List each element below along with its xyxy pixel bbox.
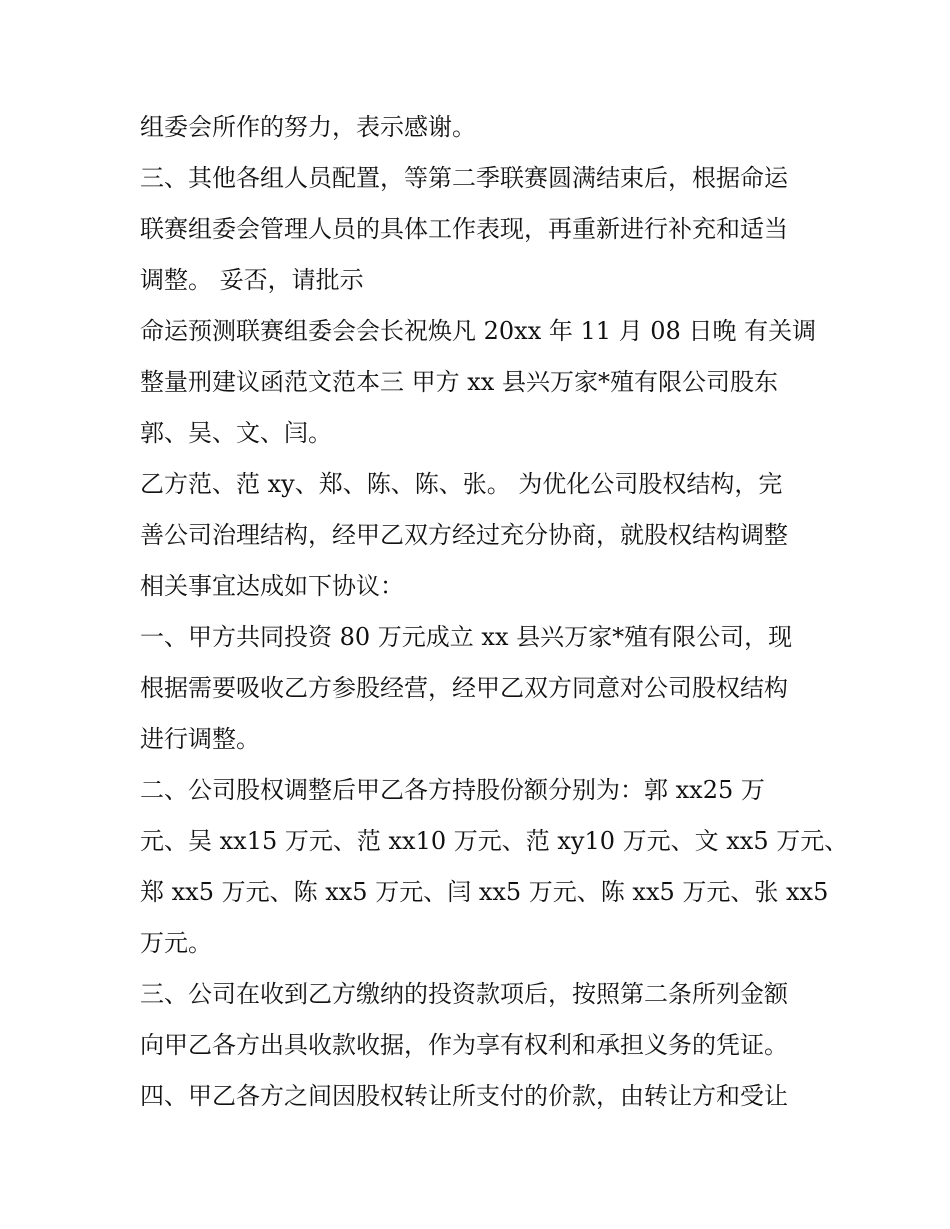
text-line: 四、甲乙各方之间因股权转让所支付的价款，由转让方和受让	[140, 1082, 788, 1110]
text-line: 二、公司股权调整后甲乙各方持股份额分别为：郭 xx25 万	[140, 776, 765, 804]
text-line: 向甲乙各方出具收款收据，作为享有权利和承担义务的凭证。	[140, 1031, 788, 1059]
document-body	[140, 102, 849, 1122]
text-line: 进行调整。	[140, 725, 260, 753]
text-line: 三、公司在收到乙方缴纳的投资款项后，按照第二条所列金额	[140, 980, 788, 1008]
text-line: 组委会所作的努力，表示感谢。	[140, 113, 476, 141]
text-line: 命运预测联赛组委会会长祝焕凡 20xx 年 11 月 08 日晚 有关调	[140, 317, 817, 345]
text-line: 根据需要吸收乙方参股经营，经甲乙双方同意对公司股权结构	[140, 674, 788, 702]
text-line: 整量刑建议函范文范本三 甲方 xx 县兴万家*殖有限公司股东	[140, 368, 778, 396]
text-line: 联赛组委会管理人员的具体工作表现，再重新进行补充和适当	[140, 215, 788, 243]
text-line: 郑 xx5 万元、陈 xx5 万元、闫 xx5 万元、陈 xx5 万元、张 xx5	[140, 878, 829, 906]
text-line: 万元。	[140, 929, 212, 957]
text-line: 三、其他各组人员配置，等第二季联赛圆满结束后，根据命运	[140, 164, 788, 192]
text-line: 一、甲方共同投资 80 万元成立 xx 县兴万家*殖有限公司，现	[140, 623, 793, 651]
text-line: 调整。 妥否，请批示	[140, 266, 364, 294]
text-line: 乙方范、范 xy、郑、陈、陈、张。 为优化公司股权结构，完	[140, 470, 783, 498]
text-line: 郭、吴、文、闫。	[140, 419, 332, 447]
text-line: 元、吴 xx15 万元、范 xx10 万元、范 xy10 万元、文 xx5 万元、	[140, 827, 849, 855]
text-line: 善公司治理结构，经甲乙双方经过充分协商，就股权结构调整	[140, 521, 788, 549]
text-line: 相关事宜达成如下协议：	[140, 572, 404, 600]
